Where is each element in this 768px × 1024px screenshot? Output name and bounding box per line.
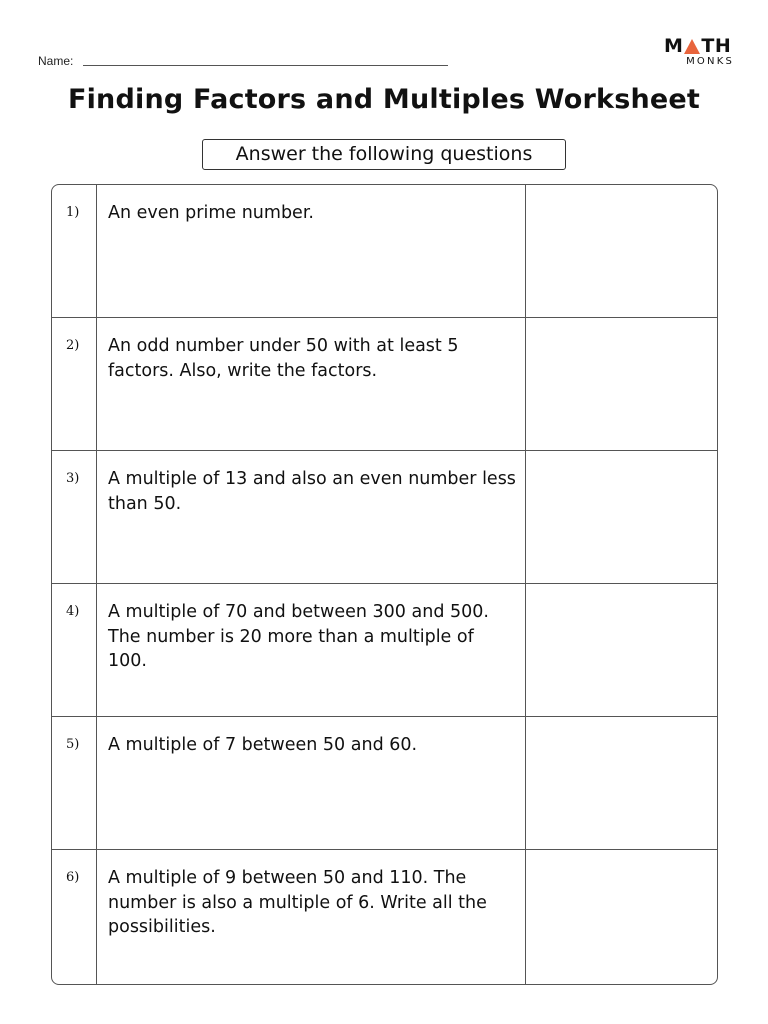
answer-cell[interactable] <box>526 185 717 317</box>
question-number-cell <box>52 584 97 716</box>
question-text: A multiple of 13 and also an even number less than 50. <box>108 469 516 514</box>
worksheet-title: Finding Factors and Multiples Worksheet <box>67 84 701 115</box>
logo-letter-m: M <box>664 35 684 57</box>
question-text-cell <box>97 717 526 849</box>
question-row-2 <box>52 318 717 451</box>
answer-cell[interactable] <box>526 717 717 849</box>
name-label: Name: <box>38 54 74 68</box>
question-row-4 <box>52 584 717 717</box>
question-number-cell <box>52 717 97 849</box>
question-text-cell <box>97 850 526 985</box>
logo-subtitle: MONKS <box>686 56 734 67</box>
question-row-3 <box>52 451 717 584</box>
question-number-cell <box>52 451 97 583</box>
question-number-cell <box>52 318 97 450</box>
question-text: A multiple of 9 between 50 and 110. The number is also a multiple of 6. Write all the possibilities. <box>108 868 487 937</box>
name-field-line[interactable] <box>83 54 448 66</box>
answer-cell[interactable] <box>526 318 717 450</box>
question-text-cell <box>97 584 526 716</box>
question-text-cell <box>97 185 526 317</box>
question-text-cell <box>97 318 526 450</box>
question-row-5 <box>52 717 717 850</box>
question-number: 2) <box>66 338 80 353</box>
logo-triangle-icon <box>684 39 700 54</box>
question-number-cell <box>52 850 97 985</box>
question-number: 5) <box>66 737 80 752</box>
question-number: 4) <box>66 604 80 619</box>
question-text: A multiple of 7 between 50 and 60. <box>108 735 418 755</box>
question-row-6 <box>52 850 717 985</box>
math-monks-logo <box>664 36 736 68</box>
question-number: 3) <box>66 471 80 486</box>
question-text: An even prime number. <box>108 203 314 223</box>
answer-cell[interactable] <box>526 850 717 985</box>
question-text: An odd number under 50 with at least 5 factors. Also, write the factors. <box>108 336 459 381</box>
question-number: 1) <box>66 205 80 220</box>
questions-table <box>51 184 718 985</box>
question-number: 6) <box>66 870 80 885</box>
answer-cell[interactable] <box>526 584 717 716</box>
instructions-box: Answer the following questions <box>202 139 566 170</box>
question-row-1 <box>52 185 717 318</box>
logo-wordmark <box>664 36 736 56</box>
question-number-cell <box>52 185 97 317</box>
answer-cell[interactable] <box>526 451 717 583</box>
question-text-cell <box>97 451 526 583</box>
name-row <box>38 50 448 68</box>
logo-letters-th: TH <box>701 35 732 57</box>
question-text: A multiple of 70 and between 300 and 500. The number is 20 more than a multiple of 100. <box>108 602 489 671</box>
